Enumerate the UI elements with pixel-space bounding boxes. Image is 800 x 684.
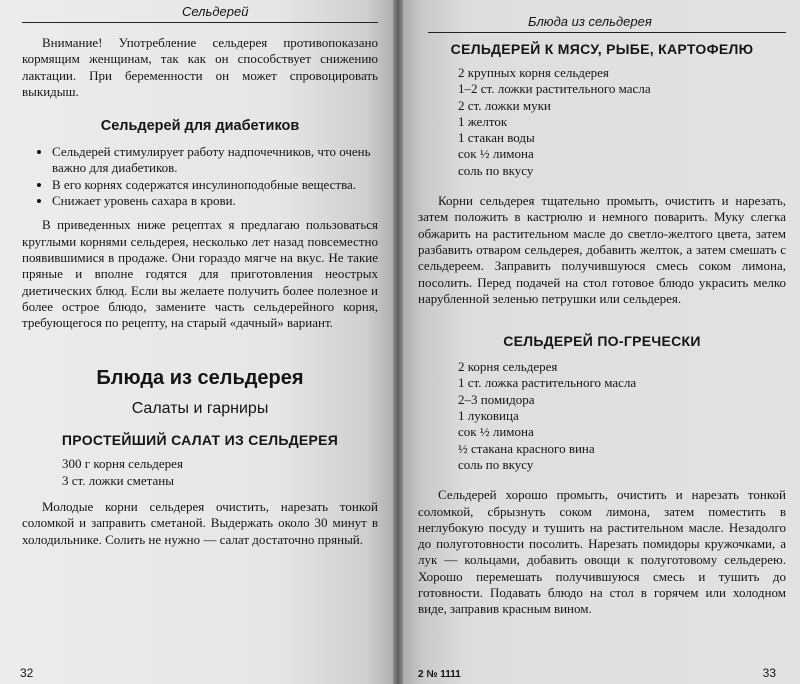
ingredient-line: соль по вкусу: [458, 456, 534, 472]
ingredient-line: сок ½ лимона: [458, 146, 534, 162]
ingredient-line: 300 г корня сельдерея: [62, 456, 183, 472]
ingredient-line: 1 луковица: [458, 408, 519, 424]
ingredient-line: сок ½ лимона: [458, 424, 534, 440]
bullet-item: • Сельдерей стимулирует работу надпочечников, что очень важно для диабетиков.: [52, 144, 378, 177]
recipe2-title: СЕЛЬДЕРЕЙ ПО-ГРЕЧЕСКИ: [503, 333, 701, 350]
ingredient-line: 2 корня сельдерея: [458, 359, 558, 375]
chapter-title: Блюда из сельдерея: [96, 367, 304, 390]
recipe-instructions: Молодые корни сельдерея очистить, нарезать тонкой соломкой и заправить сметаной. Выдержать около 30 минут в холодильнике. Солить не нужно — салат достаточно пряный.: [22, 499, 378, 547]
intro-paragraph: В приведенных ниже рецептах я предлагаю пользоваться круглыми корнями сельдерея, несколько лет назад повсеместно появившимися в продаже. Они гораздо мягче на вкус. Не такие пряные и вполне годятся для приготовления неострых диетических блюд. Если вы желаете получить более полезное и более острое блюдо, замените часть сельдерейного корня, требующегося по рецепту, на старый «дачный» вариант.: [22, 217, 378, 331]
left-running-header: Сельдерей: [22, 2, 378, 23]
ingredient-line: 3 ст. ложки сметаны: [62, 472, 174, 488]
right-running-header: Блюда из сельдерея: [428, 12, 786, 33]
right-page-number: 33: [762, 666, 776, 680]
warning-paragraph: Внимание! Употребление сельдерея противопоказано кормящим женщинам, так как он способствует снижению лактации. При беременности он может спровоцировать выкидыш.: [22, 35, 378, 99]
ingredient-line: 1 желток: [458, 113, 508, 129]
ingredient-line: 2–3 помидора: [458, 391, 535, 407]
right-page: [398, 0, 800, 684]
recipe1-instructions: Корни сельдерея тщательно промыть, очистить и нарезать, затем положить в кастрюлю и немного поварить. Муку слегка обжарить на растительном масле до светло-желтого цвета, затем разбавить отваром сельдерея, добавить желток, а затем смешать с сельдереем. Заправить получившуюся смесь соком лимона, посолить. Перед подачей на стол готовое блюдо украсить мелко нарубленной зеленью петрушки или сельдерея.: [418, 193, 786, 306]
subchapter-title: Салаты и гарниры: [131, 400, 269, 418]
ingredient-line: 1–2 ст. ложки растительного масла: [458, 81, 651, 97]
diabetics-section-title: Сельдерей для диабетиков: [100, 118, 300, 135]
left-page: [0, 0, 398, 684]
ingredient-line: ½ стакана красного вина: [458, 440, 595, 456]
printer-signature: 2 № 1111: [418, 669, 461, 680]
ingredient-line: соль по вкусу: [458, 162, 534, 178]
recipe-title: ПРОСТЕЙШИЙ САЛАТ ИЗ СЕЛЬДЕРЕЯ: [61, 432, 339, 449]
ingredient-line: 2 ст. ложки муки: [458, 97, 551, 113]
ingredient-line: 2 крупных корня сельдерея: [458, 65, 609, 80]
ingredient-line: 1 ст. ложка растительного масла: [458, 375, 637, 391]
bullet-item: • Снижает уровень сахара в крови.: [52, 193, 378, 209]
recipe1-title: СЕЛЬДЕРЕЙ К МЯСУ, РЫБЕ, КАРТОФЕЛЮ: [450, 41, 754, 57]
left-page-number: 32: [20, 666, 34, 680]
bullet-item: • В его корнях содержатся инсулиноподобные вещества.: [52, 177, 378, 193]
diabetics-bullet-list: [22, 144, 378, 209]
book-spine-shadow: [393, 0, 403, 684]
recipe2-instructions: Сельдерей хорошо промыть, очистить и нарезать тонкой соломкой, сбрызнуть соком лимона, затем поместить в неглубокую посуду и тушить на растительном масле. Незадолго до полуготовности посолить. Нарезать помидоры кружочками, а лук — кольцами, добавить овощи к полуготовому сельдерею. Хорошо перемешать получившуюся смесь и тушить до готовности. Подавать блюдо на стол в горячем или холодном виде, заправив красным вином.: [418, 487, 786, 617]
ingredient-line: 1 стакан воды: [458, 130, 535, 146]
